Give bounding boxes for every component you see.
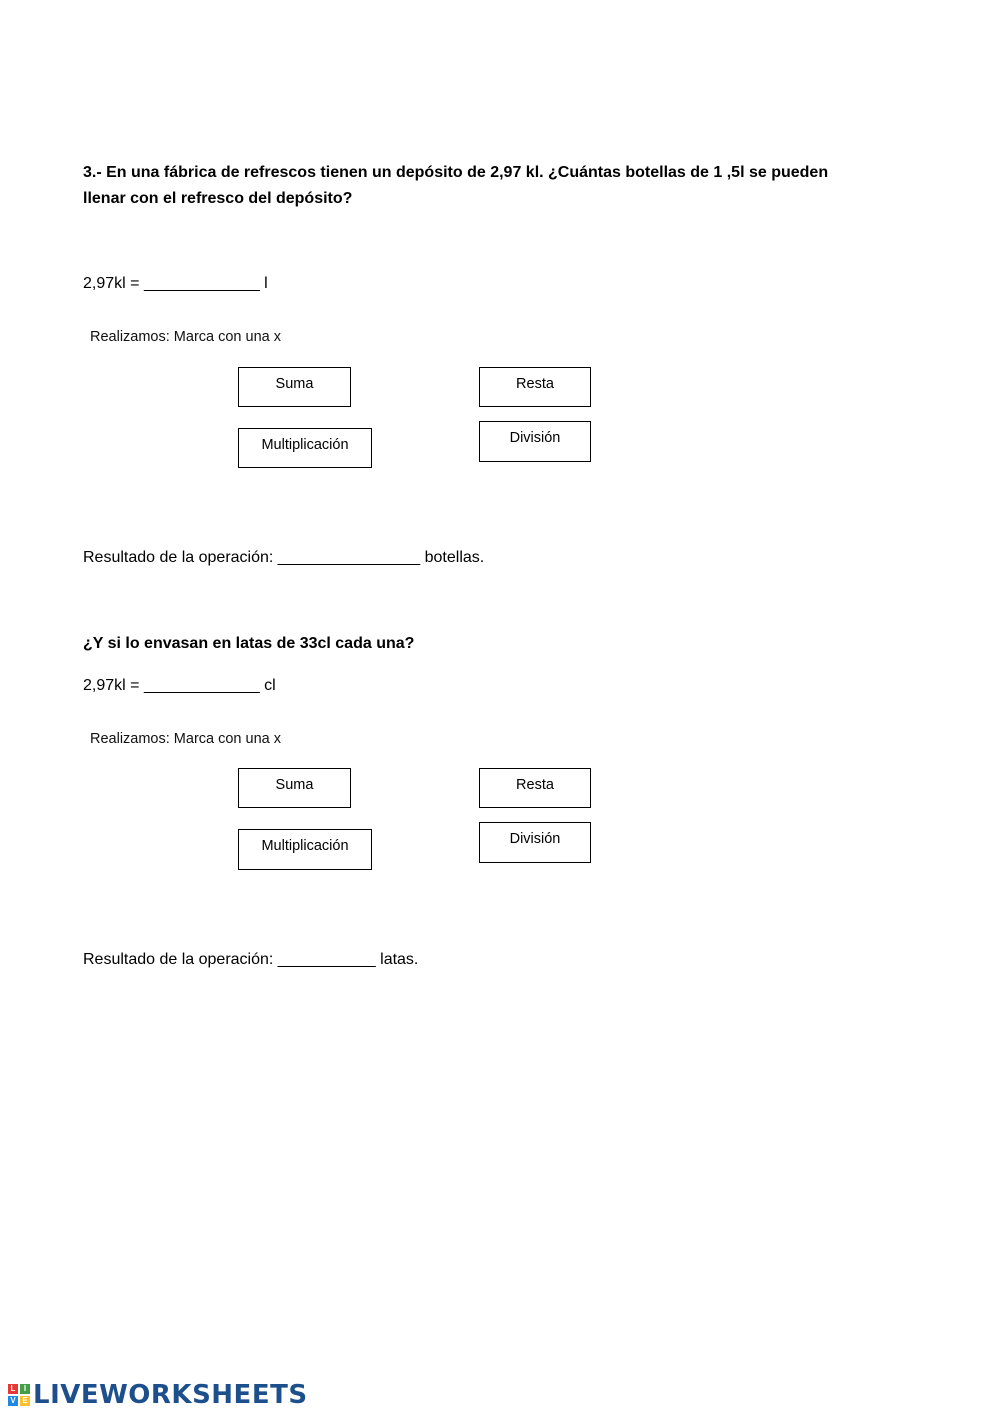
option-suma-box[interactable]: Suma (238, 768, 351, 808)
result-unit: latas. (375, 951, 419, 968)
conversion-line-liters (83, 274, 268, 294)
logo-block: E (20, 1396, 30, 1406)
logo-block: V (8, 1396, 18, 1406)
result-prefix: Resultado de la operación: (83, 549, 278, 566)
logo-blocks-icon (8, 1384, 30, 1406)
instruction-label: Realizamos: Marca con una x (90, 731, 281, 747)
result-line-botellas (83, 548, 484, 568)
result-line-latas (83, 950, 418, 970)
liveworksheets-logo (8, 1380, 308, 1410)
conversion-line-centiliters (83, 676, 276, 696)
result-unit: botellas. (420, 549, 485, 566)
option-division-box[interactable]: División (479, 421, 591, 462)
result-answer-blank[interactable]: ________________ (277, 549, 421, 566)
conversion-unit: cl (259, 677, 276, 694)
option-suma-box[interactable]: Suma (238, 367, 351, 407)
result-answer-blank[interactable]: ___________ (277, 951, 376, 968)
logo-block: L (8, 1384, 18, 1394)
option-resta-box[interactable]: Resta (479, 367, 591, 407)
subquestion-title: ¿Y si lo envasan en latas de 33cl cada una? (83, 635, 415, 652)
option-multiplicacion-box[interactable]: Multiplicación (238, 829, 372, 870)
conversion-unit: l (259, 275, 268, 292)
option-multiplicacion-box[interactable]: Multiplicación (238, 428, 372, 468)
instruction-label: Realizamos: Marca con una x (90, 329, 281, 345)
option-resta-box[interactable]: Resta (479, 768, 591, 808)
conversion-answer-blank[interactable]: _____________ (143, 677, 260, 694)
logo-text: LIVEWORKSHEETS (33, 1380, 308, 1410)
logo-block: I (20, 1384, 30, 1394)
conversion-prefix: 2,97kl = (83, 275, 144, 292)
conversion-answer-blank[interactable]: _____________ (143, 275, 260, 292)
option-division-box[interactable]: División (479, 822, 591, 863)
conversion-prefix: 2,97kl = (83, 677, 144, 694)
question-title: 3.- En una fábrica de refrescos tienen un depósito de 2,97 kl. ¿Cuántas botellas de 1 ,5l se pueden llenar con el refresco del depósito? (83, 164, 829, 207)
result-prefix: Resultado de la operación: (83, 951, 278, 968)
